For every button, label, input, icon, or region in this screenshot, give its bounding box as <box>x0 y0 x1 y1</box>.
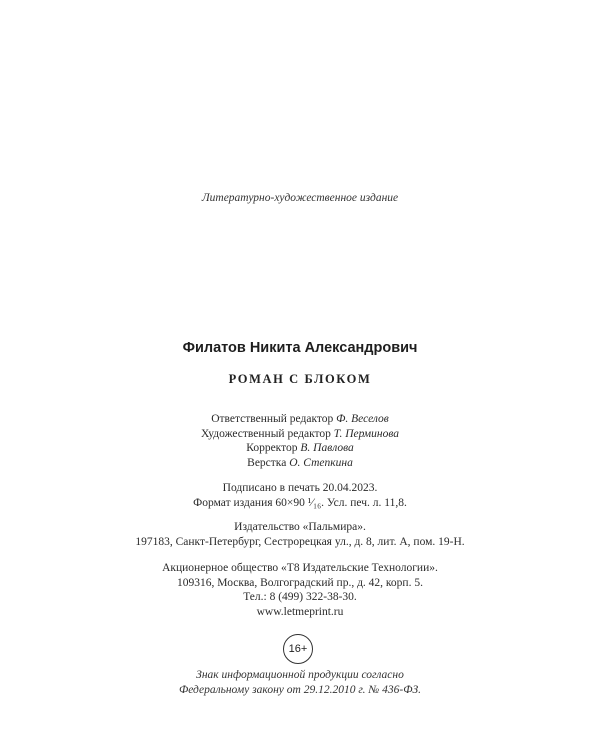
author-name: Филатов Никита Александрович <box>182 340 418 356</box>
credit-person: В. Павлова <box>300 442 354 455</box>
printer-name: Акционерное общество «Т8 Издательские Технологии». <box>162 562 438 574</box>
credit-role: Ответственный редактор <box>211 413 337 425</box>
credit-line <box>0 456 600 471</box>
printer-block <box>0 561 600 619</box>
print-date: Подписано в печать 20.04.2023. <box>222 482 378 494</box>
notice-line: Федеральному закону от 29.12.2010 г. № 436-ФЗ. <box>178 683 422 696</box>
publisher-name: Издательство «Пальмира». <box>234 521 366 533</box>
age-rating-badge: 16+ <box>283 634 313 664</box>
publisher-address: 197183, Санкт-Петербург, Сестрорецкая ул., д. 8, лит. А, пом. 19-Н. <box>135 535 465 548</box>
publisher-block <box>0 520 600 549</box>
credit-line <box>0 427 600 442</box>
credit-person: О. Степкина <box>289 456 353 469</box>
printer-phone: Тел.: 8 (499) 322-38-30. <box>243 591 357 604</box>
credits-block <box>0 412 600 470</box>
credit-role: Художественный редактор <box>200 427 334 440</box>
credit-line <box>0 412 600 427</box>
printer-website: www.letmeprint.ru <box>256 605 344 618</box>
credit-role: Корректор <box>246 442 301 455</box>
credit-person: Т. Перминова <box>333 427 400 440</box>
printer-address: 109316, Москва, Волгоградский пр., д. 42, корп. 5. <box>177 576 423 589</box>
credit-person: Ф. Веселов <box>336 413 389 425</box>
book-title: РОМАН С БЛОКОМ <box>228 372 372 386</box>
age-rating-notice <box>0 668 600 697</box>
print-info-block <box>0 481 600 510</box>
credit-line <box>0 441 600 456</box>
notice-line: Знак информационной продукции согласно <box>196 669 404 681</box>
print-format: Формат издания 60×90 ¹⁄₁₆. Усл. печ. л. 11,8. <box>193 496 407 509</box>
genre-label: Литературно-художественное издание <box>201 192 399 204</box>
credit-role: Верстка <box>247 456 290 469</box>
